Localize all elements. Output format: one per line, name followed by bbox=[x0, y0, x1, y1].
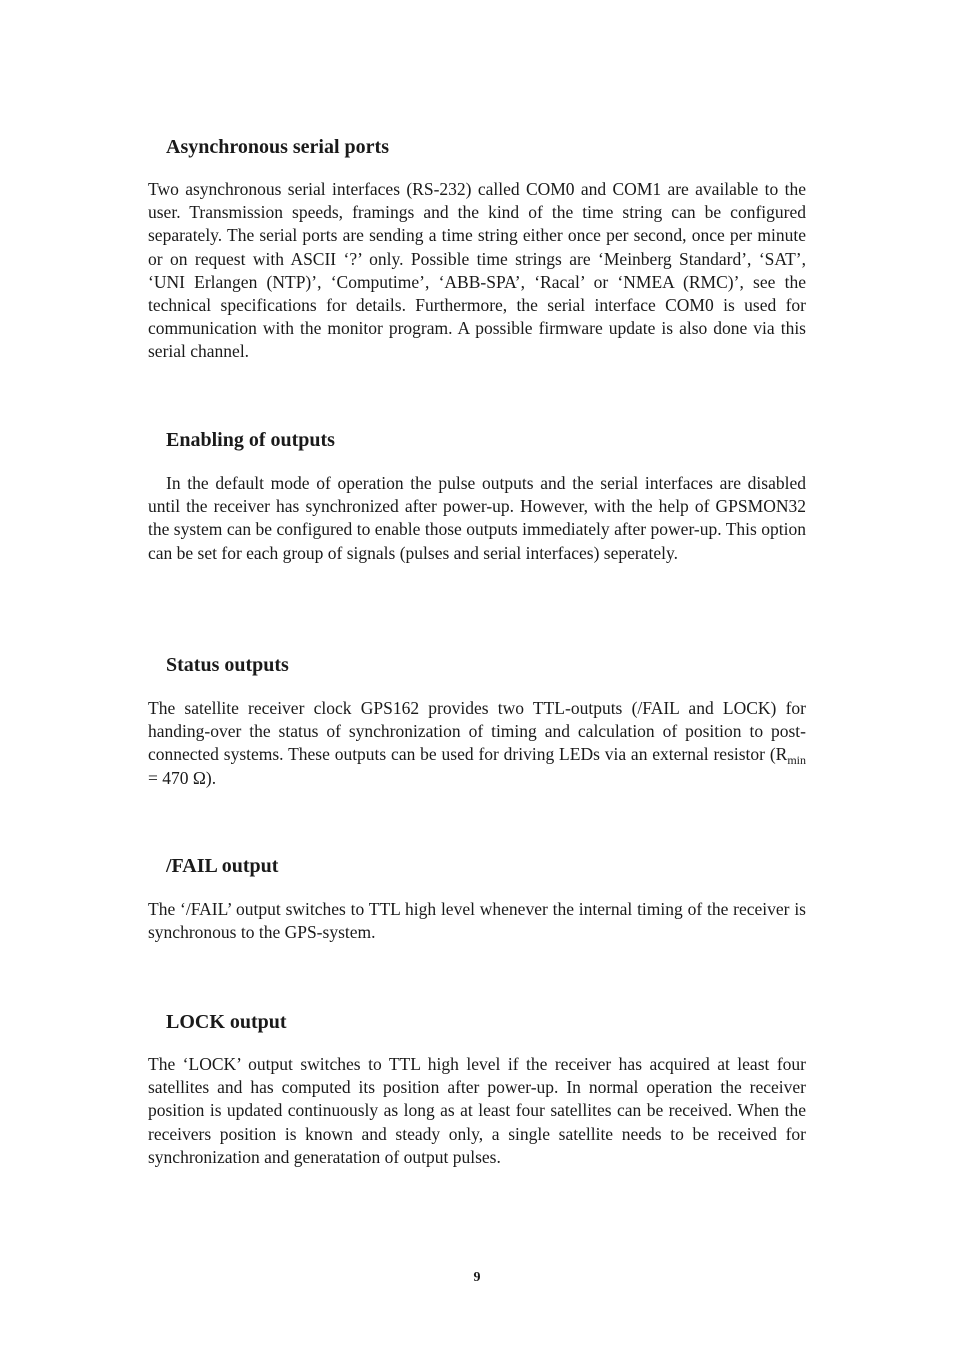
section-body-status-outputs bbox=[148, 697, 806, 790]
section-body-enabling-outputs: In the default mode of operation the pulse outputs and the serial interfaces are disabled until the receiver has synchronized after power-up. However, with the help of GPSMON32 the system can be configured to enable those outputs immediately after power-up. This option can be set for each group of signals (pulses and serial interfaces) seperately. bbox=[148, 473, 806, 563]
section-heading-async-serial-ports: Asynchronous serial ports bbox=[166, 136, 389, 158]
status-body-text: The satellite receiver clock GPS162 provides two TTL-outputs (/FAIL and LOCK) for handing-over the status of synchronization of timing and calculation of position to post-connected systems. These outputs can be used for driving LEDs via an external resistor (R bbox=[148, 698, 806, 765]
status-body-text-end: = 470 Ω). bbox=[148, 767, 217, 788]
section-heading-fail-output: /FAIL output bbox=[166, 855, 279, 877]
section-heading-status-outputs: Status outputs bbox=[166, 654, 289, 676]
section-body-fail-output: The ‘/FAIL’ output switches to TTL high level whenever the internal timing of the receiver is synchronous to the GPS-system. bbox=[148, 899, 806, 943]
section-body-async-serial-ports: Two asynchronous serial interfaces (RS-232) called COM0 and COM1 are available to the user. Transmission speeds, framings and the kind of the time string can be configured separately. The serial ports are sending a time string either once per second, once per minute or on request with ASCII ‘?’ only. Possible time strings are ‘Meinberg Standard’, ‘SAT’, ‘UNI Erlangen (NTP)’, ‘Computime’, ‘ABB-SPA’, ‘Racal’ or ‘NMEA (RMC)’, see the technical specifications for details. Furthermore, the serial interface COM0 is used for communication with the monitor program. A possible firmware update is also done via this serial channel. bbox=[148, 179, 806, 362]
section-heading-lock-output: LOCK output bbox=[166, 1011, 287, 1033]
section-heading-enabling-outputs: Enabling of outputs bbox=[166, 429, 335, 451]
section-body-lock-output: The ‘LOCK’ output switches to TTL high level if the receiver has acquired at least four satellites and has computed its position after power-up. In normal operation the receiver position is updated continuously as long as at least four satellites can be received. When the receivers position is known and steady only, a single satellite needs to be received for synchronization and generatation of output pulses. bbox=[148, 1054, 806, 1167]
page-number: 9 bbox=[473, 1270, 481, 1285]
status-body-subscript: min bbox=[787, 753, 806, 768]
